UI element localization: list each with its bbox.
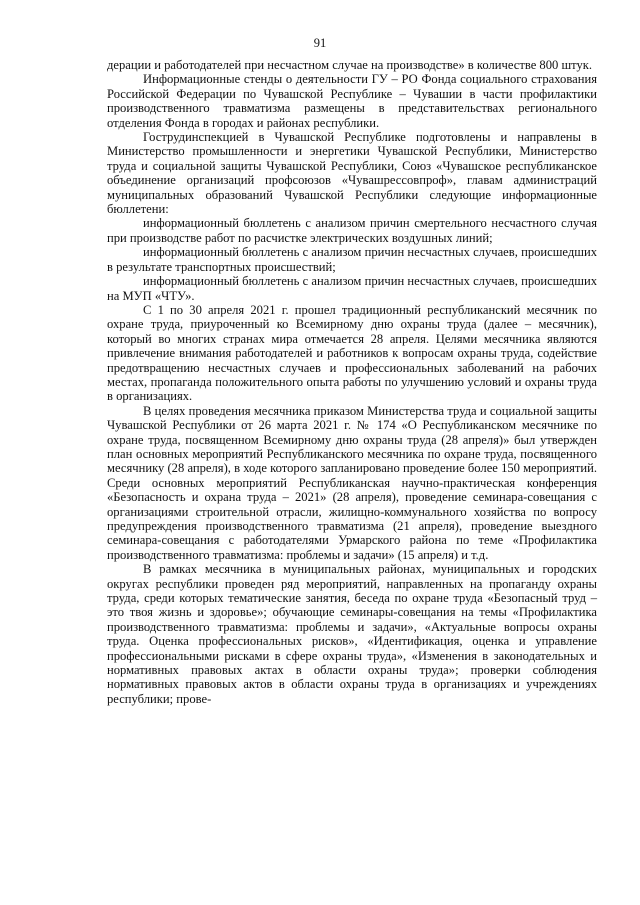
list-item-bulletin-3: информационный бюллетень с анализом причин несчастных случаев, происшедших на МУП «ЧТУ».	[107, 274, 597, 303]
paragraph-1: дерации и работодателей при несчастном случае на производстве» в количестве 800 штук.	[107, 58, 593, 72]
paragraph-3: Гострудинспекцией в Чувашской Республике подготовлены и направлены в Министерство промышленности и энергетики Чувашской Республики, Министерство труда и социальной защиты Чувашской Республики, Союз «Чувашское республиканское объединение организаций профсоюзов «Чувашрессовпроф», главам администраций муниципальных образований Чувашской Республики следующие информационные бюллетени:	[107, 130, 597, 217]
list-item-bulletin-2: информационный бюллетень с анализом причин несчастных случаев, происшедших в результате транспортных происшествий;	[107, 245, 597, 274]
paragraph-5: В целях проведения месячника приказом Министерства труда и социальной защиты Чувашской Республики от 26 марта 2021 г. № 174 «О Республиканском месячнике по охране труда, посвященном Всемирному дню охраны труда (28 апреля)» был утвержден план основных мероприятий Республиканского месячника по охране труда, посвященного месячнику (28 апреля), в ходе которого запланировано проведение более 150 мероприятий. Среди основных мероприятий Республиканская научно-практическая конференция «Безопасность и охрана труда – 2021» (28 апреля), проведение семинара-совещания с организациями строительной отрасли, жилищно-коммунального хозяйства по вопросу предупреждения производственного травматизма (21 апреля), проведение выездного семинара-совещания с работодателями Урмарского района по теме «Профилактика производственного травматизма: проблемы и задачи» (15 апреля) и т.д.	[107, 403, 597, 562]
page-number: 91	[313, 36, 327, 50]
paragraph-6: В рамках месячника в муниципальных районах, муниципальных и городских округах республики проведен ряд мероприятий, направленных на пропаганду охраны труда, среди которых тематические занятия, беседа по охране труда «Безопасный труд – это твоя жизнь и здоровье»; обучающие семинары-совещания на темы «Профилактика производственного травматизма: проблемы и задачи», «Актуальные вопросы охраны труда. Оценка профессиональных рисков», «Идентификация, оценка и управление профессиональными рисками в сфере охраны труда», «Изменения в законодательных и нормативных правовых актах в области охраны труда»; проверки соблюдения нормативных правовых актов в области охраны труда в организациях и учреждениях республики; прове-	[107, 562, 597, 706]
paragraph-2: Информационные стенды о деятельности ГУ – РО Фонда социального страхования Российской Федерации по Чувашской Республике – Чувашии в части профилактики производственного травматизма размещены в представительствах регионального отделения Фонда в городах и районах республики.	[107, 72, 597, 130]
list-item-bulletin-1: информационный бюллетень с анализом причин смертельного несчастного случая при производстве работ по расчистке электрических воздушных линий;	[107, 216, 597, 245]
paragraph-4: С 1 по 30 апреля 2021 г. прошел традиционный республиканский месячник по охране труда, приуроченный ко Всемирному дню охраны труда (далее – месячник), который во многих странах мира отмечается 28 апреля. Целями месячника являются привлечение внимания работодателей и работников к вопросам охраны труда, содействие предотвращению несчастных случаев и профессиональных заболеваний на рабочих местах, пропаганда положительного опыта работы по улучшению условий и охраны труда в организациях.	[107, 302, 597, 404]
page-body	[107, 58, 597, 706]
